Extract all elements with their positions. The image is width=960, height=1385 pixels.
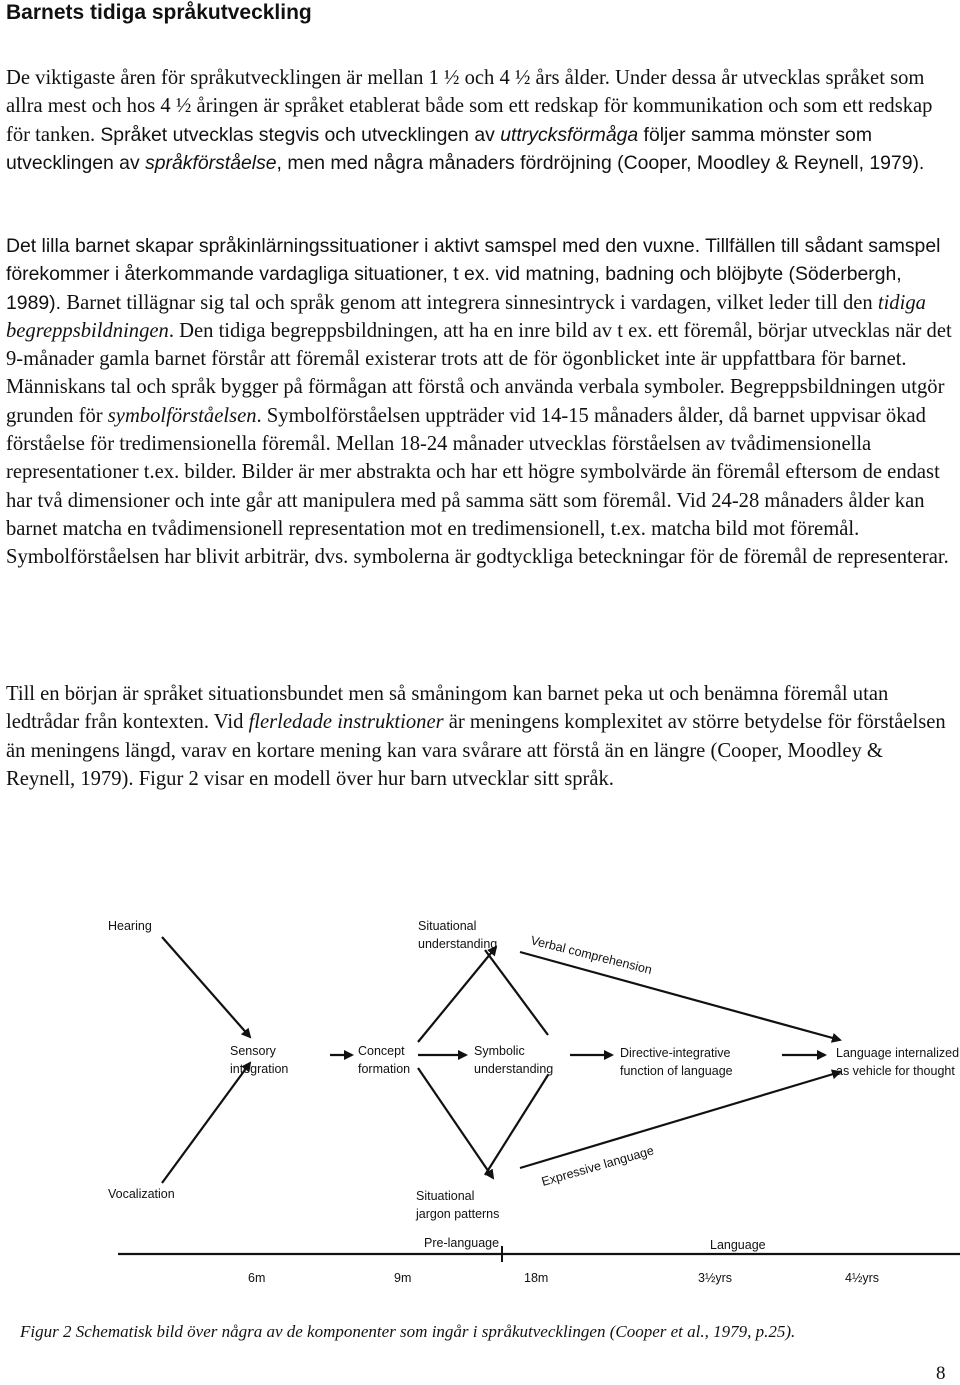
label-symbolic-1: Symbolic [474, 1044, 525, 1058]
verbal-comprehension-line [520, 952, 840, 1040]
label-internalized-2: as vehicle for thought [836, 1064, 955, 1078]
arrow-situational-to-symbolic [485, 950, 548, 1035]
p2-text-f: . Symbolförståelsen uppträder vid 14-15 månaders ålder, då barnet uppvisar ökad förståelse för tredimensionella föremål. Mellan 18-24 månader utvecklas förståelsen av tvådimensionella representationer t.ex. bilder. Bilder är mer abstrakta och har ett högre symbolvärde än föremål eftersom de endast har två dimensioner och inte går att manipulera med på samma sätt som föremål. Vid 24-28 månaders ålder kan barnet matcha en tvådimensionell representation mot en tredimensionell, t.ex. matcha bild mot föremål. Symbolförståelsen har blivit arbiträr, dvs. symbolerna är godtyckliga beteckningar för de föremål de representerar. [6, 404, 949, 569]
label-hearing: Hearing [108, 919, 152, 933]
diagram-svg [100, 900, 960, 1300]
age-tick-label: 18m [524, 1271, 549, 1285]
language-development-diagram [100, 900, 960, 1300]
age-tick-label: 3½yrs [698, 1271, 733, 1285]
label-internalized-1: Language internalized [836, 1046, 960, 1060]
label-concept-2: formation [358, 1062, 411, 1076]
p2-text-b: Barnet tillägnar sig tal och språk genom att integrera sinnesintryck i vardagen, vilket leder till den [66, 291, 878, 314]
label-expressive-language: Expressive language [539, 1143, 656, 1189]
arrow-jargon-to-symbolic [485, 1075, 548, 1175]
label-directive-2: function of language [620, 1064, 733, 1078]
p2-italic-tidiga-begreppsbildningen: tidiga begreppsbildningen [6, 291, 926, 342]
figure-caption: Figur 2 Schematisk bild över några av de komponenter som ingår i språkutvecklingen (Cooper et al., 1979, p.25). [20, 1322, 796, 1341]
arrow-concept-to-situational-understanding [418, 947, 496, 1042]
expressive-language-line [520, 1072, 840, 1168]
age-tick-label: 4½yrs [845, 1271, 880, 1285]
paragraph-1-serif: De viktigaste åren för språkutvecklingen är mellan 1 ½ och 4 ½ års ålder. Under dessa år utvecklas språket som allra mest och hos 4 ½ åringen är språket etablerat både som ett redskap för kommunikation och som ett redskap för tanken. [6, 67, 933, 146]
label-jargon-1: Situational [416, 1189, 475, 1203]
label-vocalization: Vocalization [108, 1187, 175, 1201]
arrow-vocalization-to-sensory [162, 1063, 250, 1183]
label-sensory-1: Sensory [230, 1044, 276, 1058]
label-concept-1: Concept [358, 1044, 405, 1058]
label-sensory-2: integration [230, 1062, 289, 1076]
p2-italic-symbolforstaelsen: symbolförståelsen [107, 404, 257, 427]
label-situational-understanding-1: Situational [418, 919, 477, 933]
p1-italic-sprakforstaelse: språkförståelse [145, 151, 277, 174]
paragraph-2-sans: Det lilla barnet skapar språkinlärningssituationer i aktivt samspel med den vuxne. Tillfällen till sådant samspel förekommer i återkommande vardagliga situationer, t ex. vid matning, badning och blöjbyte (Söderbergh, 1989). [6, 235, 941, 314]
p3-text-a: Till en början är språket situationsbundet men så småningom kan barnet peka ut och benämna föremål utan ledtrådar från kontexten. Vid [6, 683, 889, 734]
section-heading: Barnets tidiga språkutveckling [6, 1, 312, 24]
label-pre-language: Pre-language [424, 1236, 500, 1250]
p1-text-d: följer samma mönster som utvecklingen av [6, 123, 872, 174]
age-tick-label: 9m [394, 1271, 412, 1285]
p3-italic-flerledade-instruktioner: flerledade instruktioner [248, 711, 444, 734]
page-number: 8 [936, 1363, 946, 1384]
arrow-hearing-to-sensory [162, 937, 250, 1037]
paragraph-3 [6, 680, 954, 793]
paragraph-1-sans [6, 124, 924, 174]
label-directive-1: Directive-integrative [620, 1046, 731, 1060]
paragraph-1 [6, 64, 954, 177]
p3-text-c: är meningens komplexitet av större betydelse för förståelsen än meningens längd, varav en kortare mening kan vara svårare att förstå än en längre (Cooper, Moodley & Reynell, 1979). Figur 2 visar en modell över hur barn utvecklar sitt språk. [6, 711, 946, 790]
p1-text-f: , men med några månaders fördröjning (Cooper, Moodley & Reynell, 1979). [276, 151, 925, 174]
p1-italic-uttrycksformaga: uttrycksförmåga [500, 123, 639, 146]
age-tick-label: 6m [248, 1271, 266, 1285]
label-verbal-comprehension: Verbal comprehension [529, 933, 654, 978]
paragraph-2 [6, 232, 954, 572]
arrow-concept-to-jargon [418, 1068, 493, 1178]
label-jargon-2: jargon patterns [416, 1207, 500, 1221]
label-symbolic-2: understanding [474, 1062, 554, 1076]
p2-text-d: . Den tidiga begreppsbildningen, att ha en inre bild av t ex. ett föremål, börjar utvecklas när det 9-månader gamla barnet förstår att föremål existerar trots att de för ögonblicket inte är uppfattbara för barnet. Människans tal och språk bygger på förmågan att förstå och använda verbala symboler. Begreppsbildningen utgör grunden för [6, 319, 952, 427]
p1-text-b: Språket utvecklas stegvis och utvecklingen av [100, 123, 501, 146]
label-language: Language [710, 1238, 766, 1252]
label-situational-understanding-2: understanding [418, 937, 498, 951]
